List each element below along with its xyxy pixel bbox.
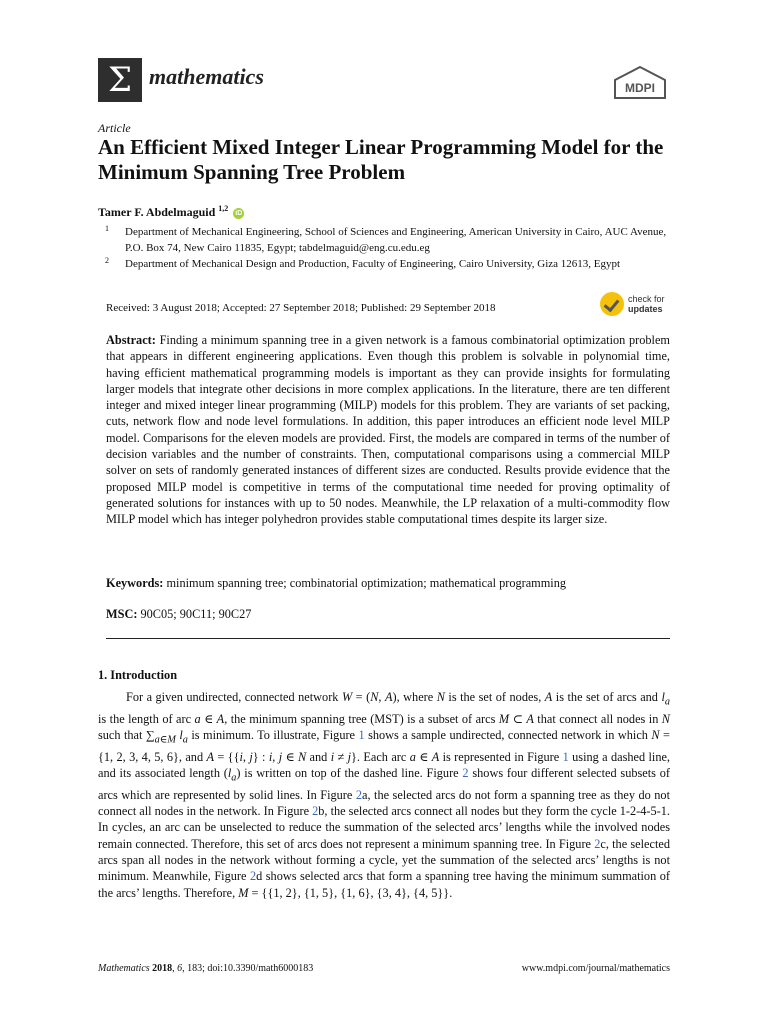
journal-logo: Σ [98,58,142,102]
citation-journal: Mathematics [98,963,150,974]
keywords-label: Keywords: [106,576,164,590]
check-badge-line1: check for [628,294,665,304]
affiliation-number: 2 [105,256,109,265]
check-badge-line2: updates [628,304,663,314]
figure-link[interactable]: 1 [358,728,365,743]
abstract-text: Finding a minimum spanning tree in a given network is a famous combinatorial optimization problem that appears in different engineering applications. Even though this problem is solvable in polynomial time, having efficient mathematical programming models is important as they can provide insights for formulating larger models that integrate other decisions in more complex applications. In the literature, there are ten different integer and mixed integer linear programming (MILP) models for this problem. They are variants of set packing, cuts, network flow and node level formulations. In addition, this paper introduces an efficient node level MILP model. Comparisons for the eleven models are provided. First, the models are compared in terms of the number of decision variables and the number of constraints. Then, computational comparisons using a commercial MILP solver on sets of randomly generated instances of different sizes are conducted. Results provide evidence that the proposed MILP model is competitive in terms of the computational time needed for proving optimality of generated solutions for instances with up to 50 nodes. Meanwhile, the LP relaxation of a multi-commodity flow MILP model which has integer polyhedron provides stable computational times despite its larger size. [106,333,670,527]
section-divider [106,638,670,639]
citation-volume: 6 [177,963,183,974]
mdpi-logo-text: MDPI [625,81,655,95]
figure-link[interactable]: 1 [562,749,569,764]
affiliation-number: 1 [105,224,109,233]
author-name: Tamer F. Abdelmaguid [98,205,216,219]
footer-citation: Mathematics 2018, 6, 183; doi:10.3390/math6000183 [98,963,314,974]
article-title: An Efficient Mixed Integer Linear Programming Model for the Minimum Spanning Tree Problem [98,135,664,184]
article-type: Article [98,121,131,135]
section-heading: 1. Introduction [98,668,178,682]
affiliation-text: Department of Mechanical Design and Production, Faculty of Engineering, Cairo University, Giza 12613, Egypt [125,258,621,270]
citation-year: 2018 [152,963,173,974]
figure-link[interactable]: 2 [462,766,469,781]
introduction-body: For a given undirected, connected network W = (N, A), where N is the set of nodes, A is the set of arcs and $l_a$ is the length of arc a ∈ A, the minimum spanning tree (MST) is a subset of arcs M ⊂ A that connect all nodes in N such that $\sum_{a\in M}$ $l_a$ is minimum. To illustrate, Figure 1 shows a sample undirected, connected network in which N = {1, 2, 3, 4, 5, 6}, and A = {{i, j} : i, j ∈ N and i ≠ j}. Each arc a ∈ A is represented in Figure 1 using a dashed line, and its associated length $(l_a)$ is written on top of the dashed line. Figure 2 shows four different selected subsets of arcs which are represented by solid lines. In Figure 2a, the selected arcs do not form a spanning tree as they do not connect all nodes in the network. In Figure 2b, the selected arcs connect all nodes but they form the cycle 1-2-4-5-1. In cycles, an arc can be unselected to reduce the summation of the selected arcs’ lengths while the involved nodes remain connected. Therefore, this set of arcs does not represent a minimum spanning tree. In Figure 2c, the selected arcs span all nodes in the network without forming a cycle, yet the summation of the selected arcs’ lengths is not minimum. Meanwhile, Figure 2d shows selected arcs that form a spanning tree having the minimum summation of the arcs’ lengths. Therefore, M = {{1, 2}, {1, 5}, {1, 6}, {3, 4}, {4, 5}}. [98,690,671,900]
keywords-text: minimum spanning tree; combinatorial optimization; mathematical programming [166,576,567,590]
affiliation-1 [105,224,677,256]
mdpi-logo [612,66,668,100]
figure-link[interactable]: 2 [312,804,319,819]
author-superscript: 1,2 [218,204,229,213]
citation-rest: , 183; doi:10.3390/math6000183 [182,963,314,974]
keywords [106,576,670,591]
msc-label: MSC: [106,607,138,621]
footer-url[interactable]: www.mdpi.com/journal/mathematics [521,963,670,974]
publication-dates: Received: 3 August 2018; Accepted: 27 September 2018; Published: 29 September 2018 [106,302,496,314]
journal-name: mathematics [149,64,264,89]
abstract-label: Abstract: [106,333,156,347]
orcid-icon[interactable]: iD [235,209,243,217]
figure-link[interactable]: 2 [249,869,257,884]
abstract [106,332,670,528]
figure-link[interactable]: 2 [355,787,362,802]
check-for-updates-badge[interactable] [600,292,672,318]
author-line [98,204,244,220]
affiliation-2 [105,256,677,272]
msc-text: 90C05; 90C11; 90C27 [140,607,252,621]
affiliation-text: Department of Mechanical Engineering, School of Sciences and Engineering, American University in Cairo, AUC Avenue, P.O. Box 74, New Cairo 11835, Egypt; tabdelmaguid@eng.cu.edu.eg [125,226,667,254]
check-icon [600,292,624,316]
msc-codes [106,607,670,622]
figure-link[interactable]: 2 [594,836,601,851]
